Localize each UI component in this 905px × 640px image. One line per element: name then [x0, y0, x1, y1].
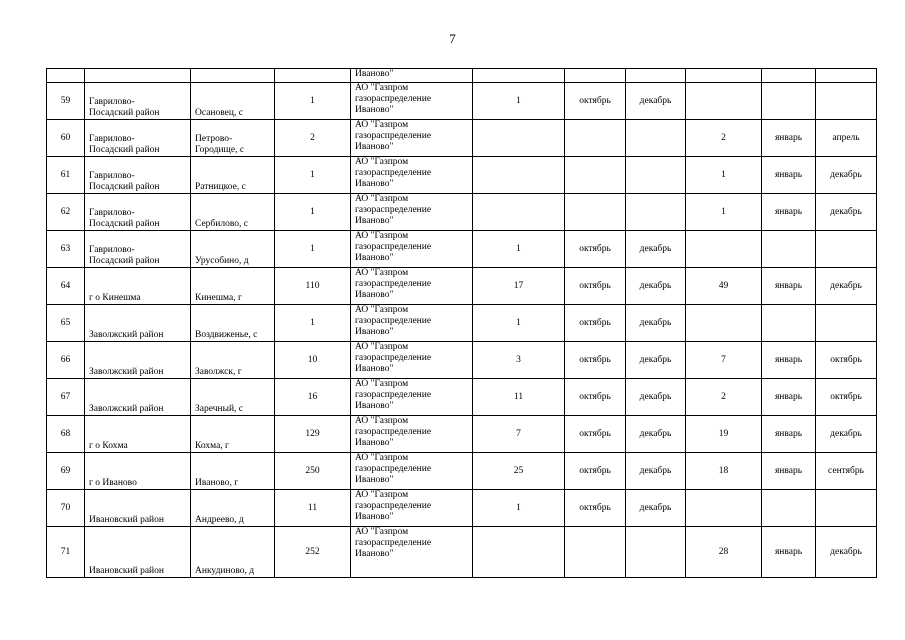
- cell-c10: декабрь: [816, 157, 877, 194]
- cell-c5: [473, 120, 565, 157]
- cell-c10: апрель: [816, 120, 877, 157]
- cell-org: АО "Газпром газораспределение Иваново": [351, 490, 473, 527]
- cell-c7: декабрь: [626, 416, 686, 453]
- cell-count: 1: [275, 231, 351, 268]
- cell-settlement: Кинешма, г: [191, 268, 275, 305]
- cell-settlement: Кохма, г: [191, 416, 275, 453]
- cell-settlement: Воздвиженье, с: [191, 305, 275, 342]
- cell-c5: 25: [473, 453, 565, 490]
- cell-c9: январь: [762, 268, 816, 305]
- cell-num: 62: [47, 194, 85, 231]
- cell-settlement: Заволжск, г: [191, 342, 275, 379]
- cell-count: [275, 69, 351, 83]
- table-row: [47, 490, 877, 527]
- cell-c6: октябрь: [565, 379, 626, 416]
- cell-c7: декабрь: [626, 231, 686, 268]
- cell-district: Гаврилово- Посадский район: [85, 231, 191, 268]
- cell-c5: 1: [473, 490, 565, 527]
- cell-c7: декабрь: [626, 305, 686, 342]
- cell-district: Заволжский район: [85, 342, 191, 379]
- cell-c10: [816, 305, 877, 342]
- cell-c7: [626, 157, 686, 194]
- cell-settlement: Иваново, г: [191, 453, 275, 490]
- cell-district: Ивановский район: [85, 490, 191, 527]
- cell-settlement: [191, 69, 275, 83]
- table-row: [47, 157, 877, 194]
- cell-count: 16: [275, 379, 351, 416]
- cell-c9: [762, 490, 816, 527]
- cell-c8: 1: [686, 194, 762, 231]
- cell-c7: декабрь: [626, 342, 686, 379]
- cell-c8: [686, 305, 762, 342]
- cell-count: 1: [275, 305, 351, 342]
- cell-c7: [626, 69, 686, 83]
- cell-settlement: Осановец, с: [191, 83, 275, 120]
- cell-c8: 7: [686, 342, 762, 379]
- cell-c6: октябрь: [565, 83, 626, 120]
- cell-c10: октябрь: [816, 379, 877, 416]
- cell-c8: [686, 69, 762, 83]
- cell-district: г о Иваново: [85, 453, 191, 490]
- cell-district: [85, 69, 191, 83]
- cell-count: 10: [275, 342, 351, 379]
- cell-c9: [762, 83, 816, 120]
- table-row: [47, 342, 877, 379]
- table-row: [47, 305, 877, 342]
- cell-org: АО "Газпром газораспределение Иваново": [351, 379, 473, 416]
- cell-settlement: Андреево, д: [191, 490, 275, 527]
- cell-settlement: Заречный, с: [191, 379, 275, 416]
- cell-num: 63: [47, 231, 85, 268]
- cell-district: г о Кинешма: [85, 268, 191, 305]
- cell-c8: [686, 490, 762, 527]
- cell-district: Заволжский район: [85, 379, 191, 416]
- cell-c6: [565, 157, 626, 194]
- cell-count: 252: [275, 527, 351, 578]
- cell-district: г о Кохма: [85, 416, 191, 453]
- table-row: [47, 231, 877, 268]
- cell-org: АО "Газпром газораспределение Иваново": [351, 453, 473, 490]
- cell-count: 129: [275, 416, 351, 453]
- cell-count: 250: [275, 453, 351, 490]
- cell-c6: октябрь: [565, 342, 626, 379]
- cell-num: 61: [47, 157, 85, 194]
- cell-org: АО "Газпром газораспределение Иваново": [351, 342, 473, 379]
- cell-c7: декабрь: [626, 83, 686, 120]
- cell-num: 71: [47, 527, 85, 578]
- table-row: [47, 268, 877, 305]
- cell-c9: январь: [762, 120, 816, 157]
- table-body: [47, 69, 877, 578]
- cell-c9: [762, 69, 816, 83]
- cell-c5: 3: [473, 342, 565, 379]
- cell-c5: [473, 527, 565, 578]
- cell-c5: 11: [473, 379, 565, 416]
- cell-c8: 2: [686, 379, 762, 416]
- cell-c9: январь: [762, 157, 816, 194]
- cell-c8: 18: [686, 453, 762, 490]
- cell-c9: январь: [762, 416, 816, 453]
- table-row: [47, 83, 877, 120]
- cell-c8: 1: [686, 157, 762, 194]
- cell-c10: [816, 69, 877, 83]
- cell-c5: [473, 194, 565, 231]
- cell-c6: октябрь: [565, 453, 626, 490]
- cell-district: Гаврилово- Посадский район: [85, 83, 191, 120]
- cell-c7: декабрь: [626, 490, 686, 527]
- cell-num: 70: [47, 490, 85, 527]
- table-row: [47, 453, 877, 490]
- cell-org: АО "Газпром газораспределение Иваново": [351, 268, 473, 305]
- cell-c6: октябрь: [565, 305, 626, 342]
- cell-c5: [473, 69, 565, 83]
- cell-c7: декабрь: [626, 268, 686, 305]
- cell-settlement: Сербилово, с: [191, 194, 275, 231]
- page-number: 7: [449, 31, 456, 46]
- cell-c9: январь: [762, 453, 816, 490]
- cell-c7: [626, 120, 686, 157]
- cell-org: АО "Газпром газораспределение Иваново": [351, 527, 473, 578]
- cell-c9: [762, 305, 816, 342]
- cell-c10: [816, 83, 877, 120]
- cell-org: АО "Газпром газораспределение Иваново": [351, 416, 473, 453]
- cell-c9: январь: [762, 194, 816, 231]
- cell-c7: [626, 194, 686, 231]
- cell-count: 1: [275, 157, 351, 194]
- cell-settlement: Урусобино, д: [191, 231, 275, 268]
- cell-num: [47, 69, 85, 83]
- cell-org: Иваново": [351, 69, 473, 83]
- cell-c9: [762, 231, 816, 268]
- cell-count: 1: [275, 194, 351, 231]
- cell-num: 64: [47, 268, 85, 305]
- table-row: [47, 416, 877, 453]
- cell-org: АО "Газпром газораспределение Иваново": [351, 157, 473, 194]
- cell-c8: 28: [686, 527, 762, 578]
- cell-c10: октябрь: [816, 342, 877, 379]
- cell-c6: [565, 120, 626, 157]
- cell-c10: декабрь: [816, 416, 877, 453]
- cell-c6: октябрь: [565, 231, 626, 268]
- cell-c7: [626, 527, 686, 578]
- cell-c5: 1: [473, 305, 565, 342]
- cell-count: 110: [275, 268, 351, 305]
- cell-c5: 1: [473, 83, 565, 120]
- cell-c6: октябрь: [565, 490, 626, 527]
- cell-c7: декабрь: [626, 379, 686, 416]
- cell-district: Заволжский район: [85, 305, 191, 342]
- cell-district: Гаврилово- Посадский район: [85, 157, 191, 194]
- cell-org: АО "Газпром газораспределение Иваново": [351, 231, 473, 268]
- cell-district: Ивановский район: [85, 527, 191, 578]
- cell-count: 11: [275, 490, 351, 527]
- cell-num: 66: [47, 342, 85, 379]
- cell-c5: 17: [473, 268, 565, 305]
- cell-num: 68: [47, 416, 85, 453]
- cell-c7: декабрь: [626, 453, 686, 490]
- cell-c8: 2: [686, 120, 762, 157]
- cell-c8: [686, 83, 762, 120]
- cell-c10: [816, 490, 877, 527]
- cell-c6: [565, 527, 626, 578]
- cell-c8: 49: [686, 268, 762, 305]
- table-row: [47, 527, 877, 578]
- cell-c5: [473, 157, 565, 194]
- cell-settlement: Петрово- Городище, с: [191, 120, 275, 157]
- cell-c9: январь: [762, 527, 816, 578]
- cell-c5: 7: [473, 416, 565, 453]
- cell-org: АО "Газпром газораспределение Иваново": [351, 194, 473, 231]
- cell-c10: декабрь: [816, 527, 877, 578]
- cell-c6: [565, 69, 626, 83]
- cell-c10: декабрь: [816, 194, 877, 231]
- cell-org: АО "Газпром газораспределение Иваново": [351, 120, 473, 157]
- cell-num: 67: [47, 379, 85, 416]
- cell-num: 60: [47, 120, 85, 157]
- cell-org: АО "Газпром газораспределение Иваново": [351, 83, 473, 120]
- cell-c9: январь: [762, 379, 816, 416]
- cell-num: 69: [47, 453, 85, 490]
- table-row: [47, 379, 877, 416]
- cell-count: 2: [275, 120, 351, 157]
- cell-c8: [686, 231, 762, 268]
- cell-c6: [565, 194, 626, 231]
- continuation-row: [47, 69, 877, 83]
- gas-connection-table: [46, 68, 877, 578]
- cell-c10: сентябрь: [816, 453, 877, 490]
- cell-c5: 1: [473, 231, 565, 268]
- table-row: [47, 194, 877, 231]
- cell-c10: [816, 231, 877, 268]
- cell-c6: октябрь: [565, 416, 626, 453]
- cell-count: 1: [275, 83, 351, 120]
- cell-c9: январь: [762, 342, 816, 379]
- cell-num: 65: [47, 305, 85, 342]
- cell-district: Гаврилово- Посадский район: [85, 120, 191, 157]
- cell-c6: октябрь: [565, 268, 626, 305]
- cell-settlement: Анкудиново, д: [191, 527, 275, 578]
- table-row: [47, 120, 877, 157]
- cell-c10: декабрь: [816, 268, 877, 305]
- cell-settlement: Ратницкое, с: [191, 157, 275, 194]
- cell-org: АО "Газпром газораспределение Иваново": [351, 305, 473, 342]
- cell-c8: 19: [686, 416, 762, 453]
- cell-district: Гаврилово- Посадский район: [85, 194, 191, 231]
- cell-num: 59: [47, 83, 85, 120]
